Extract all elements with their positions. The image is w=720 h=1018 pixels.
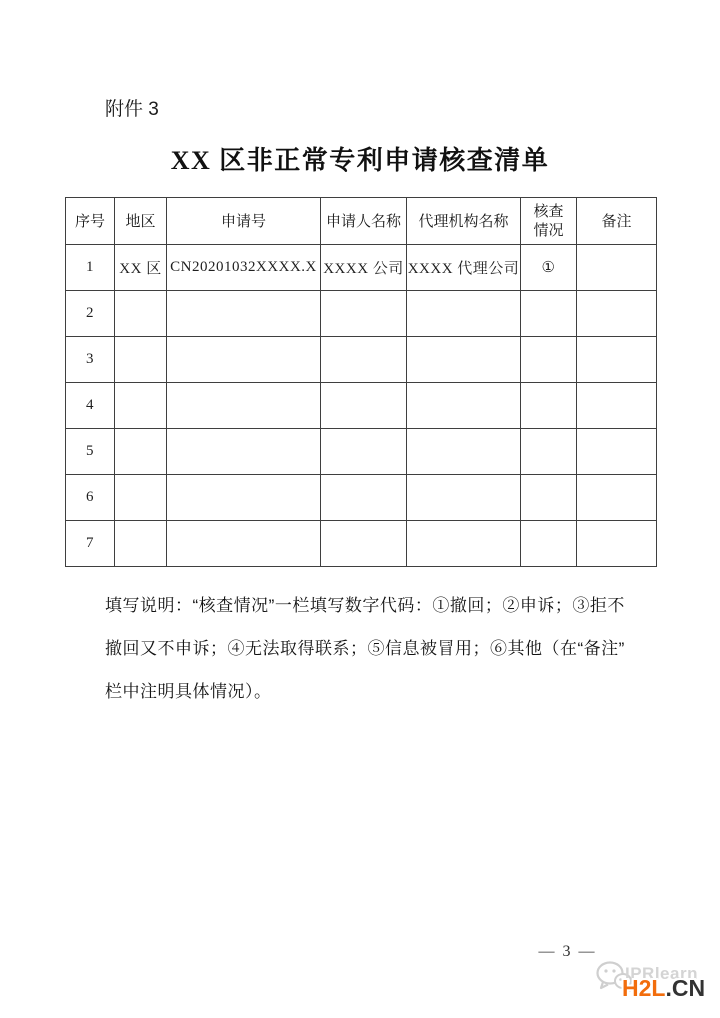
table-cell <box>521 521 577 567</box>
table-cell <box>321 383 407 429</box>
table-cell <box>577 429 657 475</box>
page-number: — 3 — <box>538 943 597 960</box>
table-row <box>66 245 657 291</box>
header-cell-region: 地区 <box>115 198 167 245</box>
table-cell <box>321 521 407 567</box>
table-cell <box>115 383 167 429</box>
table-cell <box>321 475 407 521</box>
table-cell: ① <box>521 245 577 291</box>
table-row <box>66 429 657 475</box>
table-row <box>66 475 657 521</box>
table-cell <box>577 291 657 337</box>
table-cell <box>407 291 521 337</box>
table-cell <box>167 521 321 567</box>
verification-table <box>65 197 657 567</box>
table-cell: CN20201032XXXX.X <box>167 245 321 291</box>
table-cell: XXXX 公司 <box>321 245 407 291</box>
table-cell <box>407 521 521 567</box>
attachment-label: 附件 3 <box>105 99 159 120</box>
h2l-logo <box>622 975 705 1002</box>
table-cell <box>115 429 167 475</box>
table-cell: 6 <box>66 475 115 521</box>
table-row <box>66 291 657 337</box>
fill-instructions-line: 撤回又不申诉；④无法取得联系；⑤信息被冒用；⑥其他（在“备注” <box>105 639 625 658</box>
table-cell <box>577 337 657 383</box>
table-cell: XXXX 代理公司 <box>407 245 521 291</box>
table-cell <box>577 245 657 291</box>
table-row <box>66 383 657 429</box>
watermark-background-text: IPRlearn <box>625 964 698 983</box>
header-cell-agency: 代理机构名称 <box>407 198 521 245</box>
page-title: XX 区非正常专利申请核查清单 <box>170 146 550 175</box>
table-cell <box>521 383 577 429</box>
table-cell <box>407 429 521 475</box>
table-cell <box>167 291 321 337</box>
header-cell-note: 备注 <box>577 198 657 245</box>
header-cell-check: 核查情况 <box>521 198 577 245</box>
table-cell <box>167 383 321 429</box>
h2l-logo-suffix: .CN <box>665 975 706 1001</box>
table-cell <box>521 291 577 337</box>
h2l-logo-main: H2L <box>622 975 666 1001</box>
table-cell <box>407 475 521 521</box>
fill-instructions-line: 填写说明：“核查情况”一栏填写数字代码：①撤回；②申诉；③拒不 <box>105 596 625 615</box>
table-cell <box>521 337 577 383</box>
table-cell <box>321 337 407 383</box>
table-body <box>66 245 657 567</box>
table-cell: 4 <box>66 383 115 429</box>
table-header-row <box>66 198 657 245</box>
table-cell: 2 <box>66 291 115 337</box>
fill-instructions <box>105 584 665 713</box>
table-cell <box>115 475 167 521</box>
table-cell <box>321 429 407 475</box>
table-row <box>66 521 657 567</box>
table-cell <box>577 383 657 429</box>
table-header <box>66 198 657 245</box>
table-cell <box>167 337 321 383</box>
table-cell <box>115 337 167 383</box>
table-cell <box>167 429 321 475</box>
table-cell <box>321 291 407 337</box>
header-cell-appno: 申请号 <box>167 198 321 245</box>
table-cell <box>115 291 167 337</box>
table-cell <box>577 521 657 567</box>
site-watermark <box>596 956 720 1014</box>
header-cell-applicant: 申请人名称 <box>321 198 407 245</box>
fill-instructions-line: 栏中注明具体情况）。 <box>105 682 272 701</box>
table-cell: 7 <box>66 521 115 567</box>
table-cell: 3 <box>66 337 115 383</box>
table-cell <box>521 429 577 475</box>
header-cell-seq: 序号 <box>66 198 115 245</box>
table-cell <box>115 521 167 567</box>
table-cell <box>407 337 521 383</box>
table-cell: 5 <box>66 429 115 475</box>
table-cell: 1 <box>66 245 115 291</box>
table-cell <box>407 383 521 429</box>
table-cell <box>167 475 321 521</box>
table-cell <box>521 475 577 521</box>
table-cell <box>577 475 657 521</box>
table-row <box>66 337 657 383</box>
table-cell: XX 区 <box>115 245 167 291</box>
